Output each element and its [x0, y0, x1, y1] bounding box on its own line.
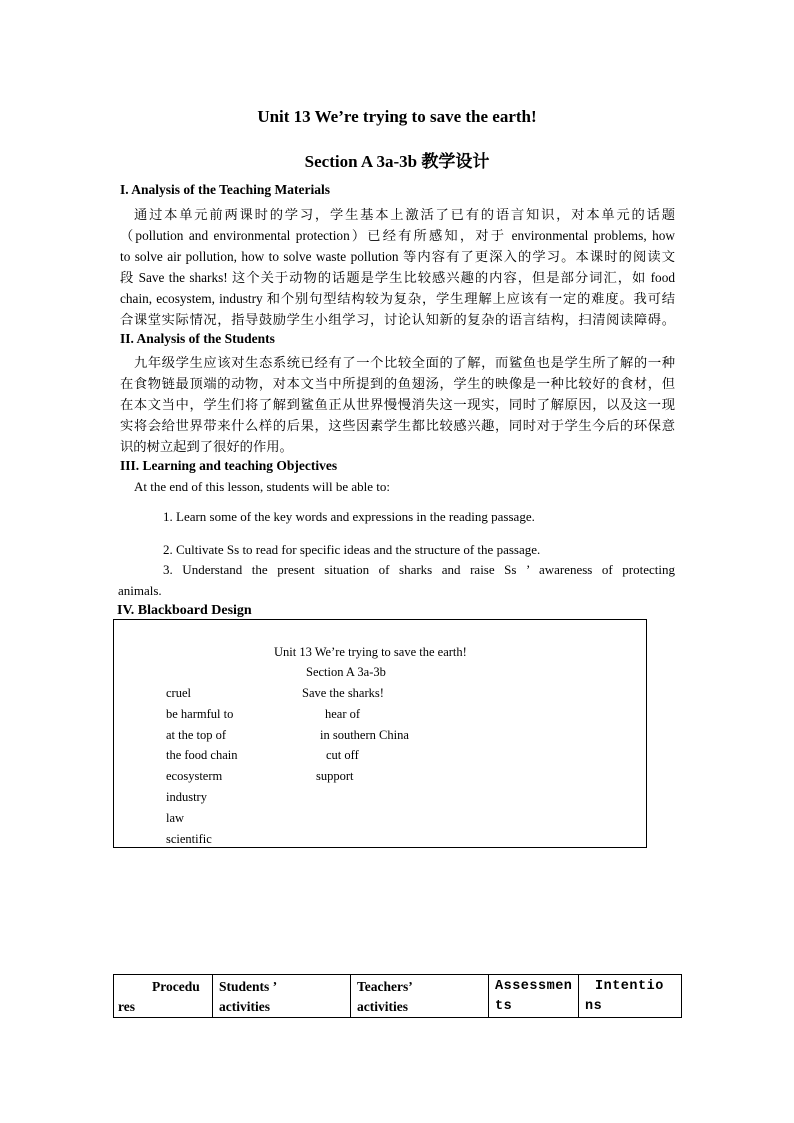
blackboard-word: the food chain [166, 748, 238, 762]
header-procedures-line2: res [118, 999, 135, 1014]
section-1-line: to solve air pollution, how to solve waste pollution 等内容有了更深入的学习。本课时的阅读文 [120, 249, 675, 264]
header-students-line2: activities [219, 999, 270, 1014]
section-1-line: chain, ecosystem, industry 和个别句型结构较为复杂，学生理解上应该有一定的难度。我可结 [120, 291, 675, 306]
header-assessments-line1: Assessmen [495, 979, 573, 994]
blackboard-word: be harmful to [166, 707, 234, 721]
blackboard-section: Section A 3a-3b [306, 665, 386, 679]
section-3-heading: III. Learning and teaching Objectives [120, 458, 338, 473]
section-1-heading: I. Analysis of the Teaching Materials [120, 182, 331, 197]
table-header-row [114, 975, 682, 1018]
header-assessments-line2: ts [495, 999, 513, 1014]
header-intentions-line1: Intentio [595, 979, 664, 994]
header-procedures-line1: Procedu [152, 979, 200, 994]
blackboard-word: law [166, 811, 185, 825]
blackboard-word: industry [166, 790, 207, 804]
section-4-heading: IV. Blackboard Design [117, 603, 252, 618]
blackboard-title: Unit 13 We’re trying to save the earth! [274, 645, 467, 659]
header-teachers-line2: activities [357, 999, 408, 1014]
header-teachers-line1: Teachers’ [357, 979, 413, 994]
section-1-line: 通过本单元前两课时的学习，学生基本上激活了已有的语言知识，对本单元的话题 [134, 207, 675, 222]
objective-3: 3. Understand the present situation of sharks and raise Ss ’ awareness of protecting [163, 562, 675, 577]
section-2-line: 在本文当中，学生们将了解到鲨鱼正从世界慢慢消失这一现实，同时了解原因，以及这一现 [120, 397, 675, 412]
blackboard-center-heading: Save the sharks! [302, 686, 384, 700]
blackboard-phrase: hear of [325, 707, 361, 721]
header-intentions-line2: ns [585, 999, 603, 1014]
header-students-activities [213, 975, 351, 1018]
blackboard-word: cruel [166, 686, 191, 700]
blackboard-word: ecosysterm [166, 769, 223, 783]
blackboard-phrase: cut off [326, 748, 359, 762]
document-title: Unit 13 We’re trying to save the earth! [257, 107, 537, 126]
section-1-line: 合课堂实际情况，指导鼓励学生小组学习，讨论认知新的复杂的语言结构，扫清阅读障碍。 [120, 312, 675, 327]
objectives-intro: At the end of this lesson, students will be able to: [134, 479, 390, 494]
document-subtitle: Section A 3a-3b 教学设计 [304, 152, 490, 171]
header-students-line1: Students ’ [219, 979, 278, 994]
objective-2: 2. Cultivate Ss to read for specific ideas and the structure of the passage. [163, 542, 541, 557]
header-intentions [579, 975, 682, 1018]
procedures-table [113, 974, 682, 1018]
section-2-line: 识的树立起到了很好的作用。 [120, 439, 293, 454]
blackboard-phrase: in southern China [320, 728, 409, 742]
section-1-line: 段 Save the sharks! 这个关于动物的话题是学生比较感兴趣的内容，但是部分词汇，如 food [120, 270, 675, 285]
section-2-heading: II. Analysis of the Students [120, 331, 275, 346]
blackboard-word: at the top of [166, 728, 227, 742]
objective-1: 1. Learn some of the key words and expressions in the reading passage. [163, 509, 535, 524]
section-2-line: 实将会给世界带来什么样的后果，这些因素学生都比较感兴趣，同时对于学生今后的环保意 [120, 418, 675, 433]
section-2-line: 在食物链最顶端的动物，对本文当中所提到的鱼翅汤，学生的映像是一种比较好的食材，但 [120, 376, 675, 391]
blackboard-phrase: support [316, 769, 354, 783]
blackboard-word: scientific [166, 832, 212, 846]
header-teachers-activities [351, 975, 489, 1018]
section-1-line: （pollution and environmental protection）已经有所感知，对于 environmental problems, how [120, 228, 675, 243]
header-assessments [489, 975, 579, 1018]
objective-3-continued: animals. [118, 583, 162, 598]
header-procedures [114, 975, 213, 1018]
section-2-line: 九年级学生应该对生态系统已经有了一个比较全面的了解，而鲨鱼也是学生所了解的一种 [134, 355, 675, 370]
